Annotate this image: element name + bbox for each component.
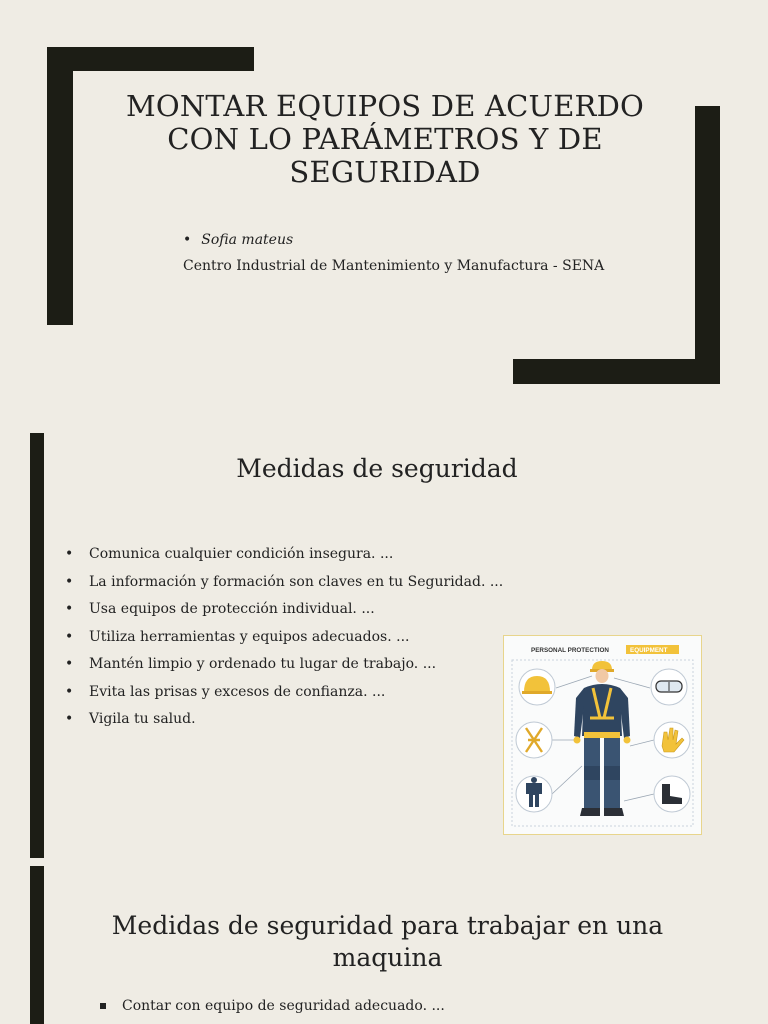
frame-top-left-vertical (47, 47, 73, 325)
frame-bottom-right-vertical (695, 106, 720, 384)
left-accent-bar (30, 433, 44, 858)
list-item: Contar con equipo de seguridad adecuado. ... (100, 996, 445, 1016)
list-item: • Usa equipos de protección individual. ... (65, 599, 503, 627)
title-slide (0, 0, 768, 410)
machine-safety-slide (0, 866, 768, 1024)
goggles-icon (651, 669, 687, 705)
ppe-graphic (504, 636, 701, 834)
safety-measures-slide (0, 420, 768, 858)
slide-title: Medidas de seguridad (236, 454, 518, 483)
list-item: • Evita las prisas y excesos de confianza. ... (65, 682, 503, 710)
bullet: • (183, 232, 192, 248)
boots-icon (654, 776, 690, 812)
list-item: • Comunica cualquier condición insegura. ... (65, 544, 503, 572)
banner-highlight-text: EQUIPMENT (630, 647, 668, 654)
list-item: • Mantén limpio y ordenado tu lugar de trabajo. ... (65, 654, 503, 682)
list-item: • Utiliza herramientas y equipos adecuados. ... (65, 627, 503, 655)
slide-title: MONTAR EQUIPOS DE ACUERDO CON LO PARÁMETROS Y DE SEGURIDAD (125, 89, 645, 189)
list-item: • Vigila tu salud. (65, 709, 503, 737)
left-accent-bar (30, 866, 44, 1024)
safety-list (65, 544, 503, 737)
organization-name: Centro Industrial de Mantenimiento y Manufactura - SENA (183, 258, 605, 274)
author-name: Sofia mateus (201, 232, 294, 248)
coverall-icon (516, 776, 552, 812)
author-line (183, 232, 293, 248)
harness-icon (516, 722, 552, 758)
frame-top-left-horizontal (47, 47, 254, 71)
frame-bottom-right-horizontal (513, 359, 720, 384)
slide-title: Medidas de seguridad para trabajar en una maquina (111, 911, 664, 972)
banner-text: PERSONAL PROTECTION (531, 647, 609, 654)
helmet-icon (519, 669, 555, 705)
gloves-icon (654, 722, 690, 758)
machine-safety-list (100, 996, 445, 1016)
worker-figure (574, 661, 631, 816)
ppe-illustration (503, 635, 702, 835)
list-item: • La información y formación son claves en tu Seguridad. ... (65, 572, 503, 600)
